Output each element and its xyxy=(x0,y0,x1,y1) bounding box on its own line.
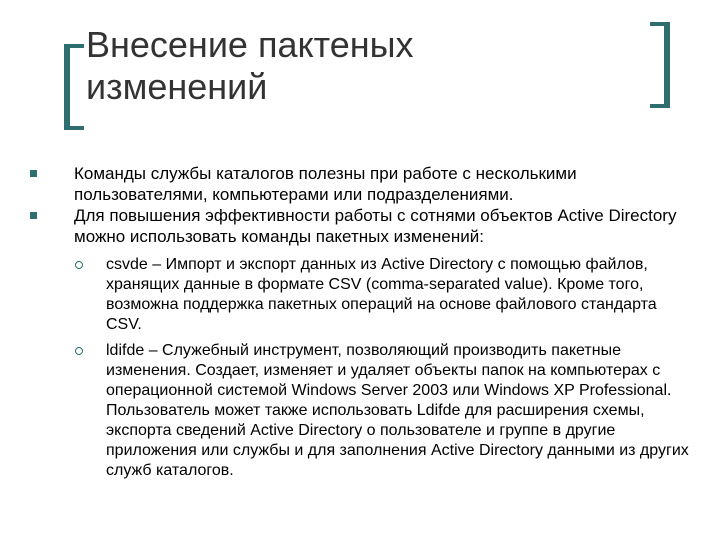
sub-bullet-item xyxy=(74,255,690,335)
circle-bullet-icon xyxy=(75,261,83,269)
bullet-list xyxy=(30,163,690,487)
slide-title: Внесение пактеных изменений xyxy=(86,24,414,107)
square-bullet-icon xyxy=(30,170,37,177)
circle-bullet-icon xyxy=(75,347,83,355)
square-bullet-icon xyxy=(30,212,37,219)
title-bracket-left xyxy=(64,44,84,130)
sub-bullet-text: csvde – Импорт и экспорт данных из Active Directory с помощью файлов, хранящих данные в формате CSV (comma-separated value). Кроме того, возможна поддержка пакетных операций на основе файлового стандарта CSV. xyxy=(106,256,657,333)
bullet-text: Команды службы каталогов полезны при работе с несколькими пользователями, компьютерами или подразделениями. xyxy=(74,164,577,204)
sub-bullet-item xyxy=(74,341,690,481)
bullet-item xyxy=(30,163,690,205)
sub-bullet-text: ldifde – Служебный инструмент, позволяющий производить пакетные изменения. Создает, изменяет и удаляет объекты папок на компьютерах с операционной системой Windows Server 2003 или Windows XP Professional. Пользователь может также использовать Ldifde для расширения схемы, экспорта сведений Active Directory о пользователе и группе в другие приложения или службы и для заполнения Active Directory данными из других служб каталогов. xyxy=(106,342,689,479)
sub-bullet-list xyxy=(74,255,690,481)
bullet-text: Для повышения эффективности работы с сотнями объектов Active Directory можно использовать команды пакетных изменений: xyxy=(74,206,677,246)
title-bracket-right xyxy=(650,22,670,108)
bullet-item xyxy=(30,205,690,481)
